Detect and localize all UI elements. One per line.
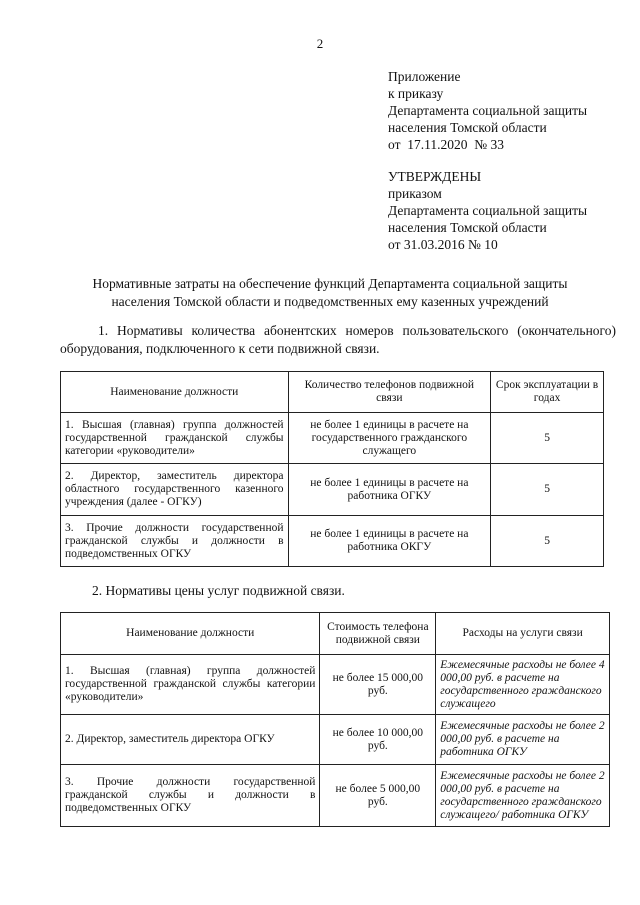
quantity-cell: не более 1 единицы в расчете на работника ОГКУ	[288, 464, 491, 516]
appendix-line: к приказу	[388, 86, 444, 101]
column-header: Расходы на услуги связи	[436, 613, 610, 655]
column-header: Количество телефонов подвижной связи	[288, 372, 491, 413]
phone-cost-cell: не более 5 000,00 руб.	[320, 765, 436, 827]
column-header: Наименование должности	[61, 372, 289, 413]
service-cost-cell: Ежемесячные расходы не более 4 000,00 руб. в расчете на государственного гражданского служащего	[436, 655, 610, 715]
table-row	[61, 413, 604, 464]
table-row	[61, 655, 610, 715]
table-row	[61, 464, 604, 516]
term-cell: 5	[491, 516, 604, 567]
term-cell: 5	[491, 464, 604, 516]
phone-cost-cell: не более 10 000,00 руб.	[320, 715, 436, 765]
page-number: 2	[316, 36, 324, 51]
appendix-block	[388, 68, 587, 153]
position-cell: 1. Высшая (главная) группа должностей государственной гражданской службы категории «руководители»	[61, 413, 289, 464]
quantity-cell: не более 1 единицы в расчете на государственного гражданского служащего	[288, 413, 491, 464]
section2-heading: 2. Нормативы цены услуг подвижной связи.	[92, 583, 345, 598]
position-cell: 2. Директор, заместитель директора областного государственного казенного учреждения (далее - ОГКУ)	[61, 464, 289, 516]
approved-block	[388, 168, 587, 253]
title-line: населения Томской области и подведомственных ему казенных учреждений	[111, 294, 549, 309]
document-title	[60, 275, 600, 311]
section1-heading: 1. Нормативы количества абонентских номеров пользовательского (окончательного) оборудования, подключенного к сети подвижной связи.	[60, 323, 616, 356]
mobile-prices-table	[60, 612, 610, 827]
column-header: Срок эксплуатации в годах	[491, 372, 604, 413]
position-cell: 3. Прочие должности государственной гражданской службы и должности в подведомственных ОГКУ	[61, 765, 320, 827]
term-cell: 5	[491, 413, 604, 464]
table-header-row	[61, 372, 604, 413]
appendix-line: населения Томской области	[388, 120, 547, 135]
service-cost-cell: Ежемесячные расходы не более 2 000,00 руб. в расчете на работника ОГКУ	[436, 715, 610, 765]
approved-line: населения Томской области	[388, 220, 547, 235]
table-row	[61, 715, 610, 765]
approved-line: от 31.03.2016 № 10	[388, 237, 498, 252]
column-header: Наименование должности	[61, 613, 320, 655]
title-line: Нормативные затраты на обеспечение функций Департамента социальной защиты	[92, 276, 568, 291]
phone-cost-cell: не более 15 000,00 руб.	[320, 655, 436, 715]
appendix-line: Департамента социальной защиты	[388, 103, 588, 118]
column-header: Стоимость телефона подвижной связи	[320, 613, 436, 655]
approved-line: УТВЕРЖДЕНЫ	[388, 169, 482, 184]
mobile-numbers-table	[60, 371, 604, 567]
position-cell: 1. Высшая (главная) группа должностей государственной гражданской службы категории «руководители»	[61, 655, 320, 715]
appendix-line: Приложение	[388, 69, 461, 84]
position-cell: 2. Директор, заместитель директора ОГКУ	[61, 715, 320, 765]
table-row	[61, 765, 610, 827]
table-row	[61, 516, 604, 567]
table-header-row	[61, 613, 610, 655]
appendix-line: от 17.11.2020 № 33	[388, 137, 504, 152]
position-cell: 3. Прочие должности государственной гражданской службы и должности в подведомственных ОГКУ	[61, 516, 289, 567]
approved-line: Департамента социальной защиты	[388, 203, 588, 218]
approved-line: приказом	[388, 186, 442, 201]
service-cost-cell: Ежемесячные расходы не более 2 000,00 руб. в расчете на государственного гражданского служащего/ работника ОГКУ	[436, 765, 610, 827]
quantity-cell: не более 1 единицы в расчете на работника ОКГУ	[288, 516, 491, 567]
